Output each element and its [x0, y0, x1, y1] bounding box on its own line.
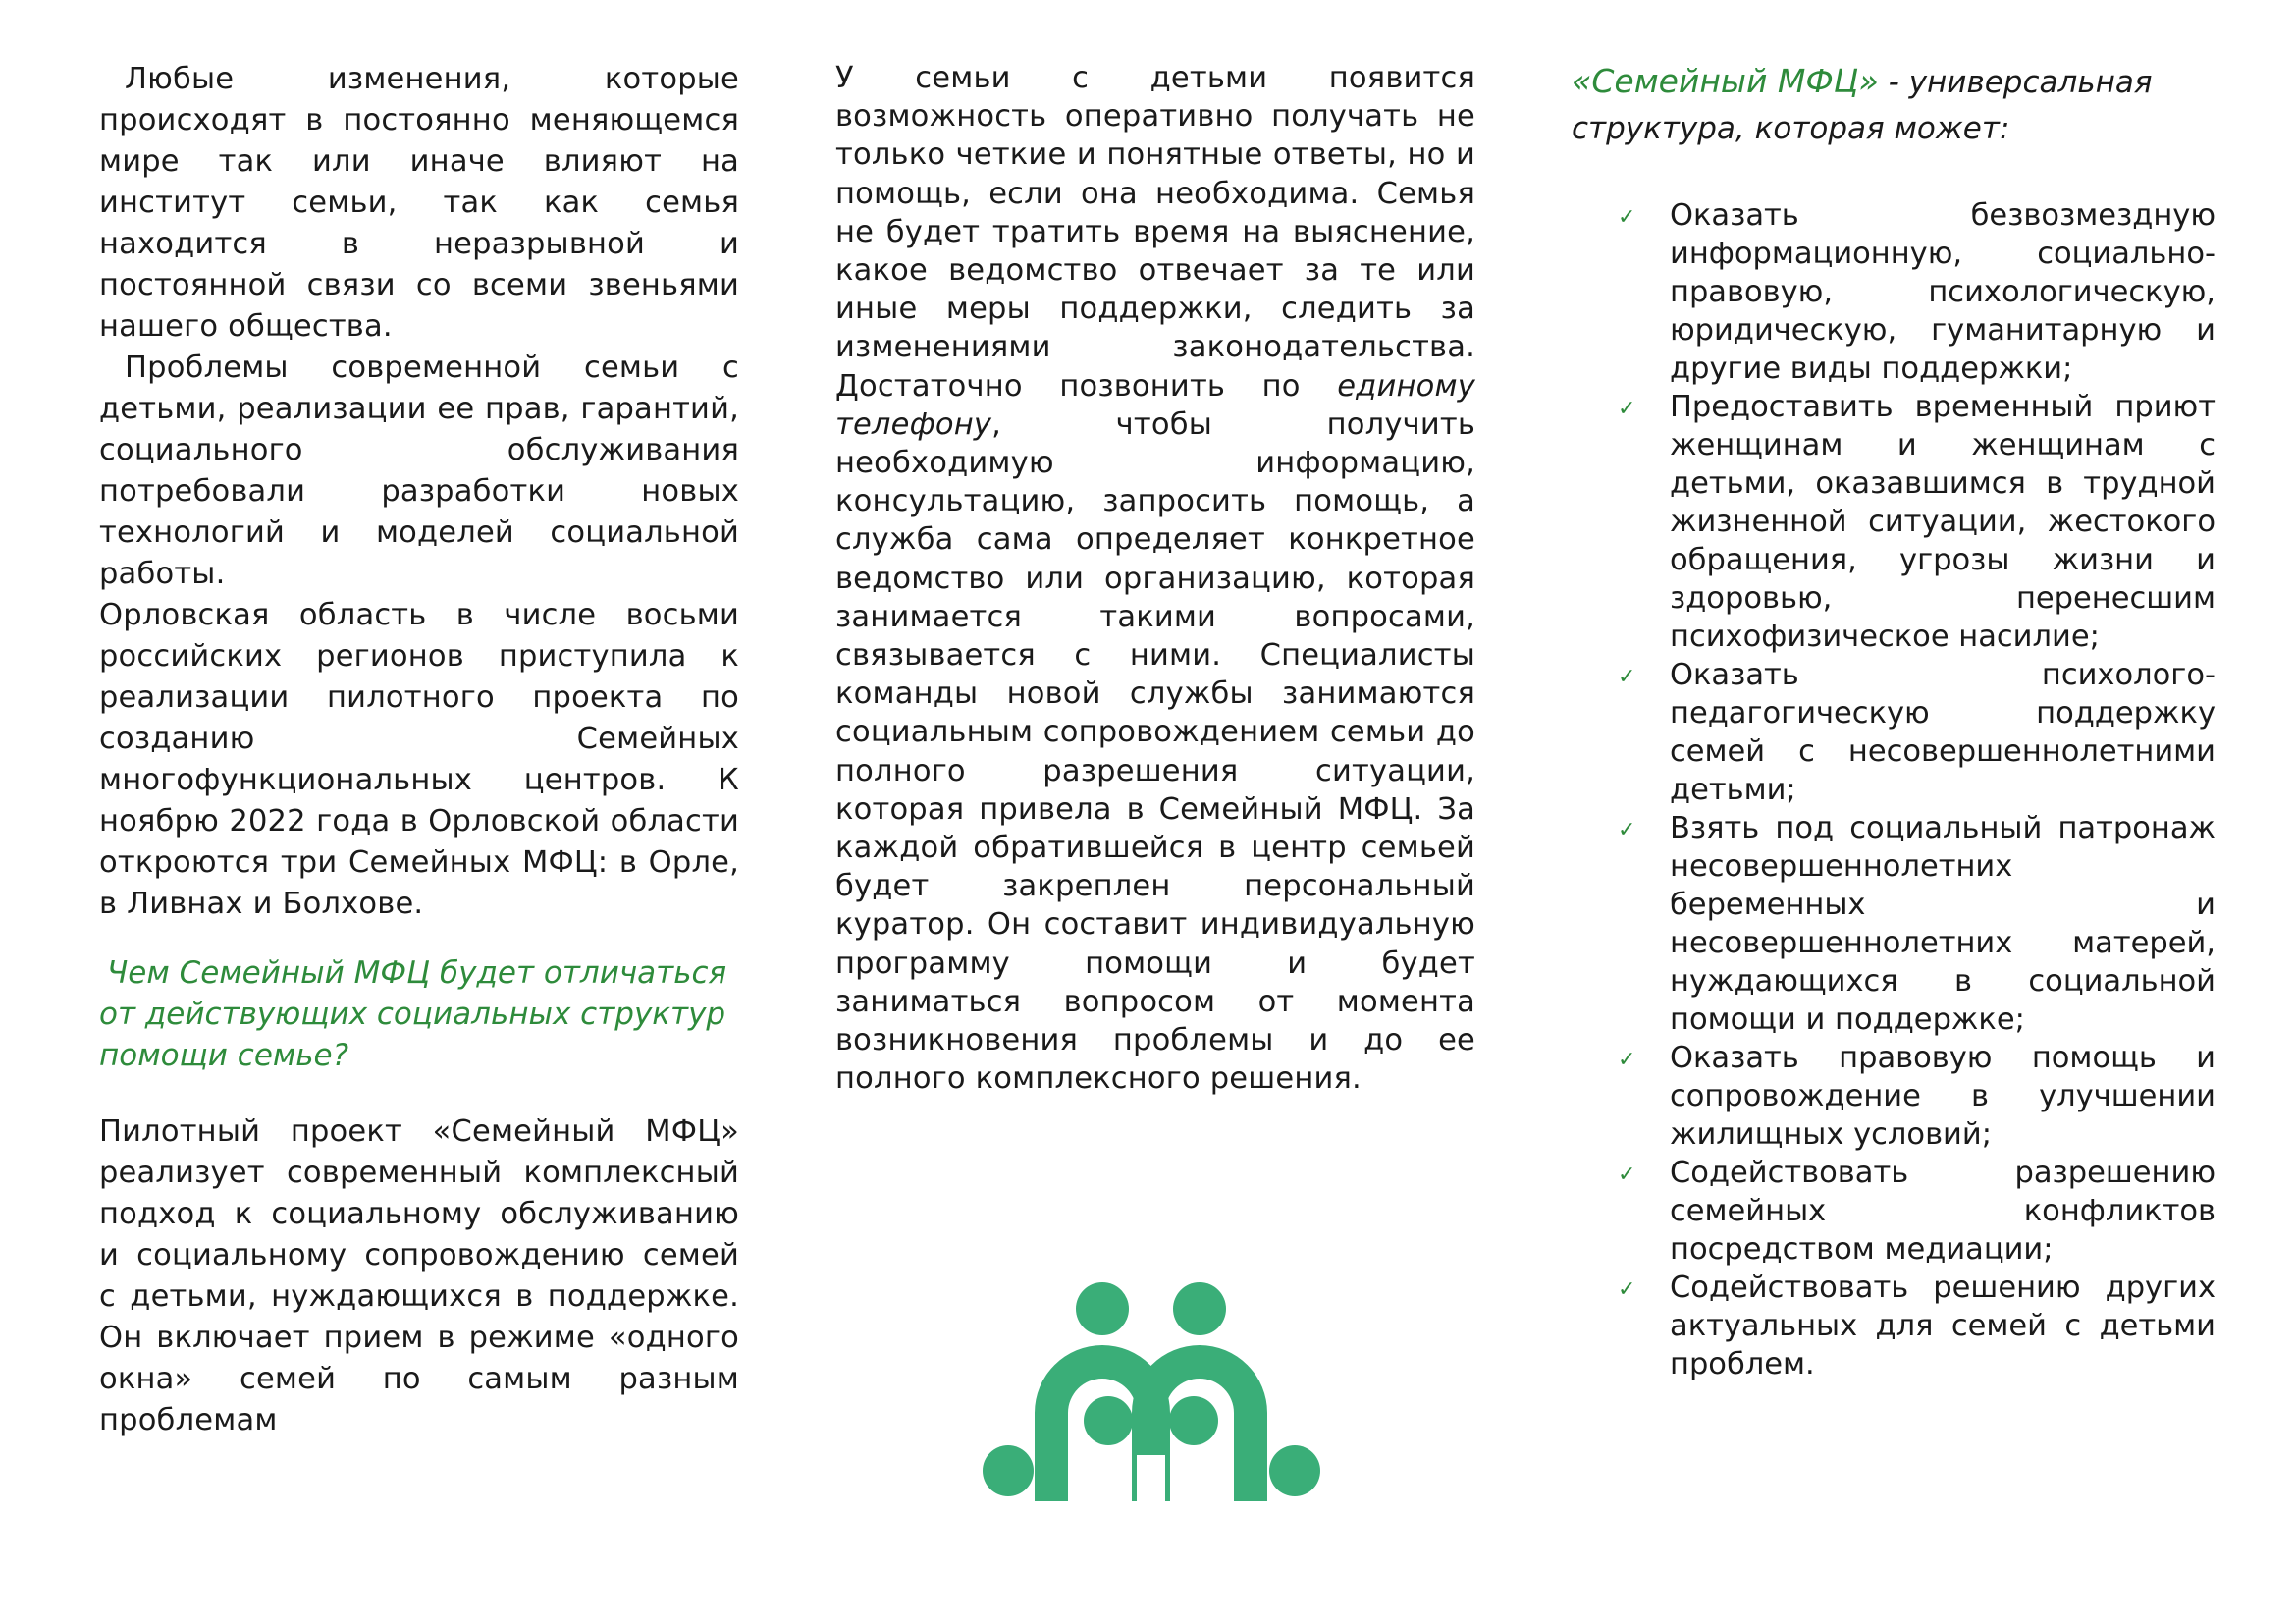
- list-item-text: Предоставить временный приют женщинам и женщинам с детьми, оказавшимся в трудной жизненной ситуации, жестокого обращения, угрозы жизни и здоровью, перенесшим психофизическое насилие;: [1670, 390, 2216, 654]
- pilot-paragraph: Пилотный проект «Семейный МФЦ» реализует современный комплексный подход к социальному обслуживанию и социальному сопровождению семей с детьми, нуждающихся в поддержке. Он включает прием в режиме «одного окна» семей по самым разным проблемам: [99, 1114, 739, 1437]
- list-item: [1618, 196, 2216, 388]
- middle-column: [835, 59, 1475, 1098]
- services-list: [1572, 196, 2216, 1383]
- check-icon: ✓: [1618, 1048, 1636, 1072]
- question-heading: Чем Семейный МФЦ будет отличаться от действующих социальных структур помощи семье?: [99, 955, 727, 1073]
- intro-paragraph: Любые изменения, которые происходят в постоянно меняющемся мире так или иначе влияют на институт семьи, так как семья находится в неразрывной и постоянной связи со всеми звеньями нашего общества.: [99, 62, 739, 344]
- list-item: [1618, 656, 2216, 809]
- list-item-text: Оказать правовую помощь и сопровождение в улучшении жилищных условий;: [1670, 1041, 2216, 1152]
- family-logo-icon: [982, 1280, 1320, 1501]
- list-item: [1618, 388, 2216, 656]
- region-paragraph: Орловская область в числе восьми российских регионов приступила к реализации пилотного проекта по созданию Семейных многофункциональных центров. К ноябрю 2022 года в Орловской области откроются три Семейных МФЦ: в Орле, в Ливнах и Болхове.: [99, 598, 739, 921]
- services-heading-rest: - универсальная структура, которая может:: [1572, 65, 2153, 146]
- list-item: [1618, 1039, 2216, 1154]
- list-item-text: Взять под социальный патронаж несовершеннолетних беременных и несовершеннолетних матерей, нуждающихся в социальной помощи и поддержке;: [1670, 811, 2216, 1037]
- list-item-text: Оказать психолого-педагогическую поддержку семей с несовершеннолетними детьми;: [1670, 658, 2216, 807]
- check-icon: ✓: [1618, 1163, 1636, 1187]
- left-column: [99, 59, 739, 1441]
- check-icon: ✓: [1618, 1277, 1636, 1302]
- family-logo-graphic: [982, 1280, 1320, 1501]
- check-icon: ✓: [1618, 818, 1636, 842]
- check-icon: ✓: [1618, 205, 1636, 230]
- check-icon: ✓: [1618, 397, 1636, 421]
- problems-paragraph: Проблемы современной семьи с детьми, реализации ее прав, гарантий, социального обслуживания потребовали разработки новых технологий и моделей социальной работы.: [99, 351, 739, 591]
- list-item: [1618, 1154, 2216, 1269]
- check-icon: ✓: [1618, 665, 1636, 689]
- list-item: [1618, 809, 2216, 1039]
- list-item-text: Содействовать разрешению семейных конфликтов посредством медиации;: [1670, 1156, 2216, 1267]
- list-item-text: Оказать безвозмездную информационную, социально-правовую, психологическую, юридическую, гуманитарную и другие виды поддержки;: [1670, 198, 2216, 386]
- list-item: [1618, 1269, 2216, 1383]
- benefits-text-start: У семьи с детьми появится возможность оперативно получать не только четкие и понятные ответы, но и помощь, если она необходима. Семья не будет тратить время на выяснение, какое ведомство отвечает за те или иные меры поддержки, следить за изменениями законодательства. Достаточно позвонить по: [835, 61, 1475, 404]
- brand-name: «Семейный МФЦ»: [1572, 62, 1879, 100]
- benefits-paragraph: [835, 59, 1475, 1098]
- list-item-text: Содействовать решению других актуальных для семей с детьми проблем.: [1670, 1271, 2216, 1381]
- right-column: [1572, 59, 2216, 1383]
- single-phone-emphasis: единому телефону: [835, 368, 1475, 442]
- benefits-text-end: , чтобы получить необходимую информацию, консультацию, запросить помощь, а служба сама определяет конкретное ведомство или организацию, которая занимается такими вопросами, связывается с ними. Специалисты команды новой службы занимаются социальным сопровождением семьи до полного разрешения ситуации, которая привела в Семейный МФЦ. За каждой обратившейся в центр семьей будет закреплен персональный куратор. Он составит индивидуальную программу помощи и будет заниматься вопросом от момента возникновения проблемы и до ее полного комплексного решения.: [835, 406, 1475, 1097]
- services-heading: [1572, 59, 2216, 151]
